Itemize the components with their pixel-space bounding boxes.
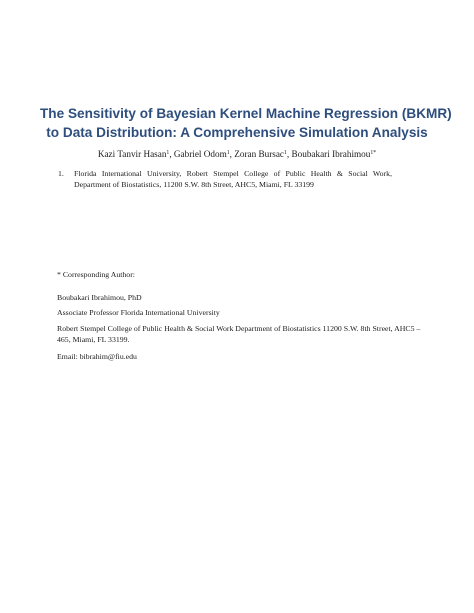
author-affiliation-mark: 1* [370,150,377,156]
affiliation-number: 1. [58,169,64,178]
author-name: Kazi Tanvir Hasan [97,149,167,159]
corresponding-author-name: Boubakari Ibrahimou, PhD [57,293,142,302]
author-separator: , [286,149,292,159]
corresponding-author-position: Associate Professor Florida International University [57,308,220,317]
corresponding-author-heading: * Corresponding Author: [57,270,135,279]
author-separator: , [169,149,174,159]
author-name: Zoran Bursac [234,149,284,159]
paper-title-line-1: The Sensitivity of Bayesian Kernel Machine Regression (BKMR) [40,106,452,121]
author-list [40,149,434,159]
affiliation [58,169,392,190]
paper-title [40,104,452,142]
affiliation-text: Florida International University, Robert Stempel College of Public Health & Social Work, Department of Biostatistics, 11200 S.W. 8th Street, AHC5, Miami, FL 33199 [74,169,392,189]
author-affiliation-mark: 1 [226,150,230,156]
corresponding-author-email: Email: bibrahim@fiu.edu [57,352,137,361]
author-affiliation-mark: 1 [166,150,170,156]
author-name: Boubakari Ibrahimou [291,149,371,159]
author-separator: , [229,149,235,159]
paper-title-line-2: to Data Distribution: A Comprehensive Simulation Analysis [46,125,428,140]
author-name: Gabriel Odom [173,149,227,159]
corresponding-author-address: Robert Stempel College of Public Health & Social Work Department of Biostatistics 11200 S.W. 8th Street, AHC5 – 465, Miami, FL 33199. [57,324,421,344]
author-affiliation-mark: 1 [284,150,287,156]
